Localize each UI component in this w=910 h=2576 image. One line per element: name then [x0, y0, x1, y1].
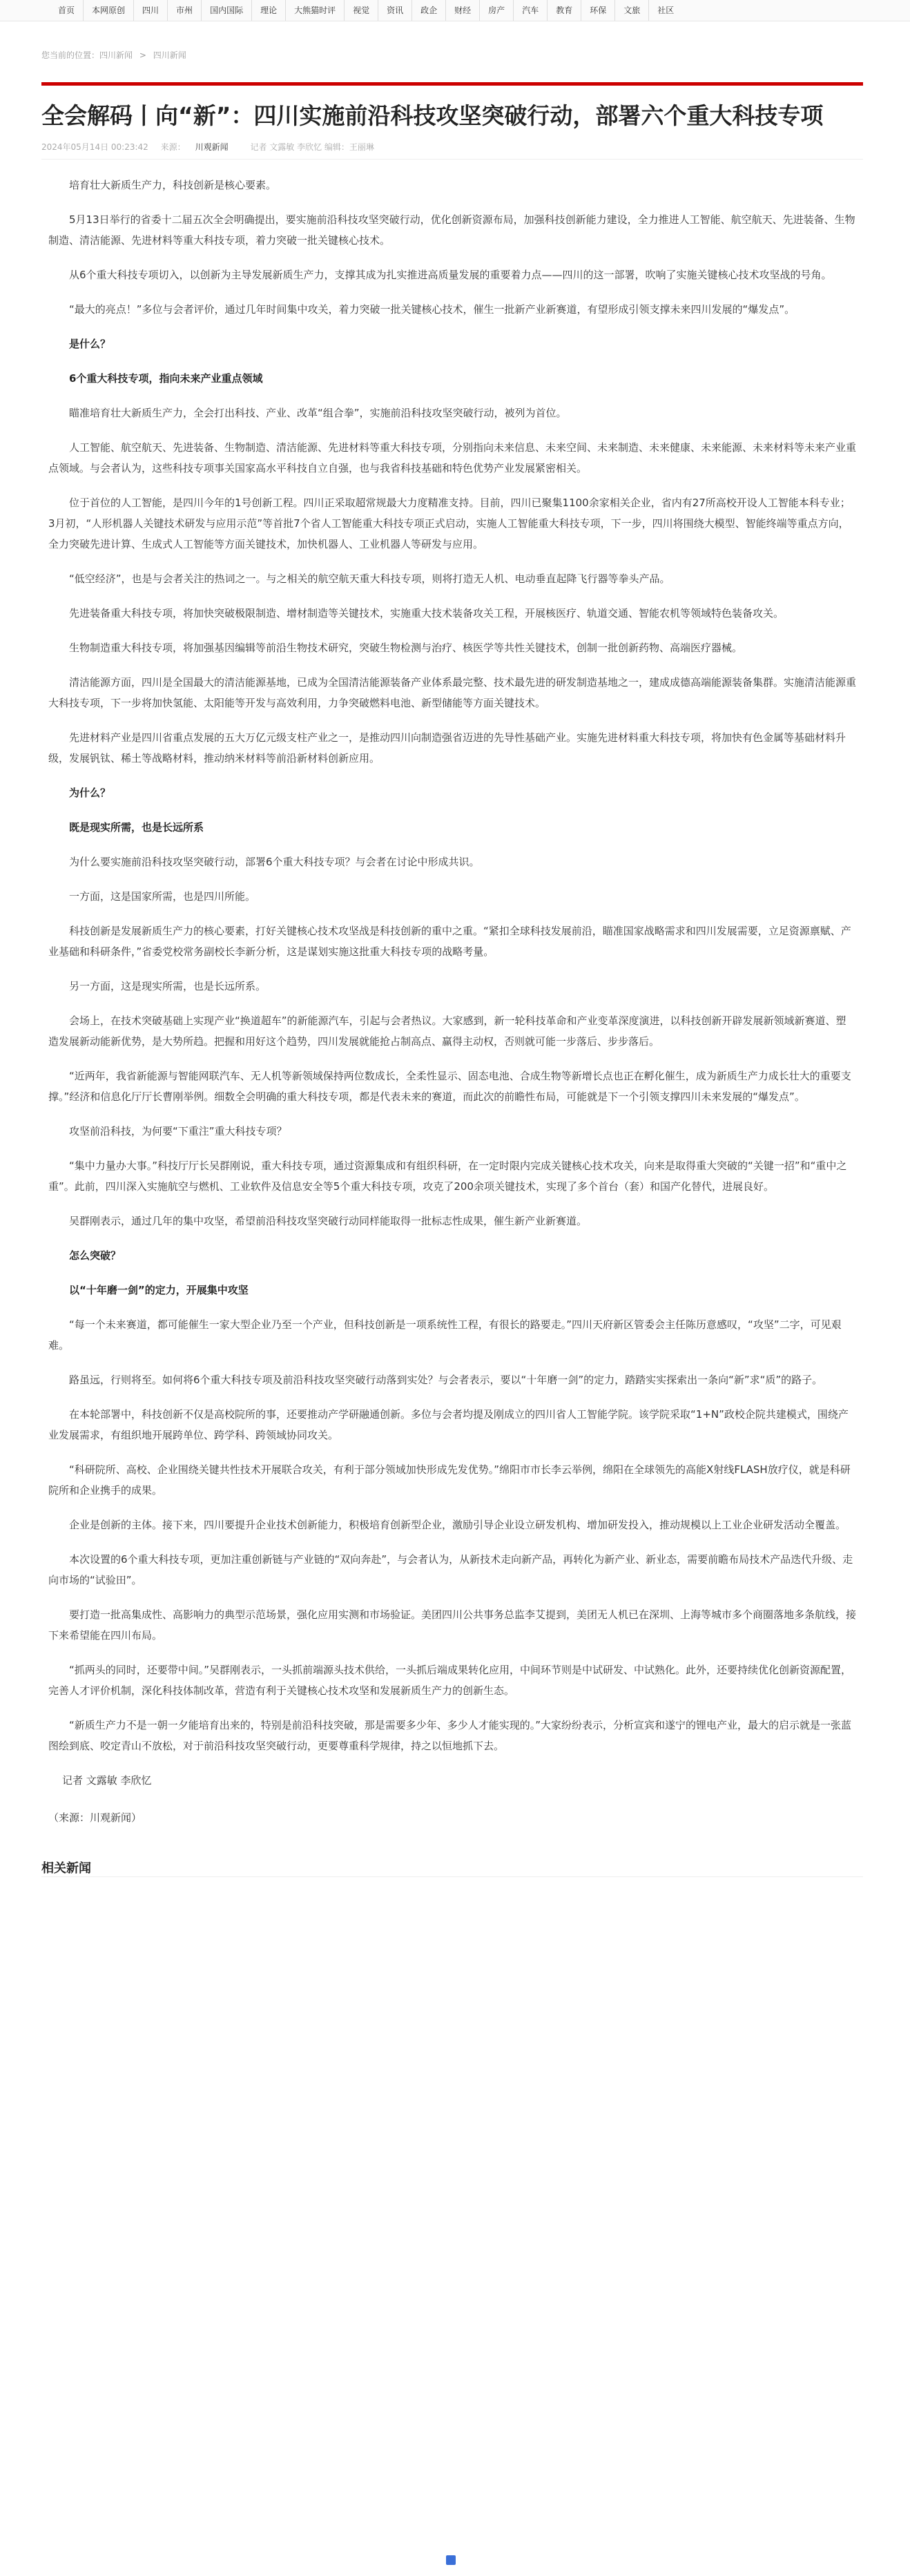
- nav-item[interactable]: 财经: [446, 0, 480, 21]
- article-paragraph: 科技创新是发展新质生产力的核心要素，打好关键核心技术攻坚战是科技创新的重中之重。“紧扣全球科技发展前沿，瞄准国家战略需求和四川发展需要，立足资源禀赋、产业基础和科研条件，”省委党校常务副校长李新分析，这是谋划实施这批重大科技专项的战略考量。: [48, 925, 851, 958]
- nav-item[interactable]: 政企: [412, 0, 446, 21]
- section-heading: 怎么突破？: [69, 1249, 122, 1262]
- red-divider: [41, 82, 863, 86]
- article-reporters: 记者 文露敏 李欣忆 编辑：王丽琳: [250, 142, 374, 152]
- article-meta: [41, 140, 863, 160]
- article-body: [48, 175, 856, 1756]
- nav-item[interactable]: 大熊猫时评: [286, 0, 345, 21]
- article-paragraph: “每一个未来赛道，都可能催生一家大型企业乃至一个产业，但科技创新是一项系统性工程，有很长的路要走。”四川天府新区管委会主任陈历意感叹，“攻坚”二字，可见艰难。: [48, 1318, 842, 1352]
- article-paragraph: “近两年，我省新能源与智能网联汽车、无人机等新领域保持两位数成长，全柔性显示、固态电池、合成生物等新增长点也正在孵化催生，成为新质生产力成长壮大的重要支撑。”经济和信息化厅厅长曹刚举例。细数全会明确的重大科技专项，都是代表未来的赛道，而此次的前瞻性布局，可能就是下一个引领支撑四川未来发展的“爆发点”。: [48, 1070, 851, 1103]
- article-paragraph: “新质生产力不是一朝一夕能培育出来的，特别是前沿科技突破，那是需要多少年、多少人才能实现的。”大家纷纷表示，分析宣宾和遂宁的锂电产业，最大的启示就是一张蓝图绘到底、咬定青山不放松，对于前沿科技攻坚突破行动，更要尊重科学规律，持之以恒地抓下去。: [48, 1719, 852, 1752]
- section-heading: 以“十年磨一剑”的定力，开展集中攻坚: [69, 1284, 249, 1296]
- article-paragraph: 企业是创新的主体。接下来，四川要提升企业技术创新能力，积极培育创新型企业，激励引导企业设立研发机构、增加研发投入，推动规模以上工业企业研发活动全覆盖。: [69, 1519, 846, 1531]
- article-paragraph: 要打造一批高集成性、高影响力的典型示范场景，强化应用实测和市场验证。美团四川公共事务总监李艾提到，美团无人机已在深圳、上海等城市多个商圈落地多条航线，接下来希望能在四川布局。: [48, 1608, 857, 1642]
- article-title: 全会解码丨向“新”：四川实施前沿科技攻坚突破行动，部署六个重大科技专项: [41, 102, 824, 129]
- source-name[interactable]: 川观新闻: [195, 142, 229, 152]
- nav-list: [50, 0, 910, 21]
- article-paragraph: 生物制造重大科技专项，将加强基因编辑等前沿生物技术研究，突破生物检测与治疗、核医学等共性关键技术，创制一批创新药物、高端医疗器械。: [69, 642, 743, 654]
- article-paragraph: 路虽远，行则将至。如何将6个重大科技专项及前沿科技攻坚突破行动落到实处？与会者表示，要以“十年磨一剑”的定力，踏踏实实探索出一条向“新”求“质”的路子。: [69, 1374, 823, 1386]
- article-paragraph: 从6个重大科技专项切入，以创新为主导发展新质生产力，支撑其成为扎实推进高质量发展的重要着力点——四川的这一部署，吹响了实施关键核心技术攻坚战的号角。: [69, 269, 832, 281]
- nav-item[interactable]: 资讯: [378, 0, 412, 21]
- article-paragraph: “抓两头的同时，还要带中间。”吴群刚表示，一头抓前端源头技术供给，一头抓后端成果转化应用，中间环节则是中试研发、中试熟化。此外，还要持续优化创新资源配置，完善人才评价机制，深化科技体制改革，营造有利于关键核心技术攻坚和发展新质生产力的创新生态。: [48, 1664, 852, 1697]
- article-paragraph: 会场上，在技术突破基础上实现产业“换道超车”的新能源汽车，引起与会者热议。大家感到，新一轮科技革命和产业变革深度演进，以科技创新开辟发展新领域新赛道、塑造发展新动能新优势，是大势所趋。把握和用好这个趋势，四川发展就能抢占制高点、赢得主动权，否则就可能一步落后、步步落后。: [48, 1015, 846, 1048]
- nav-item[interactable]: 视觉: [345, 0, 378, 21]
- article-signature: 记者 文露敏 李欣忆: [62, 1774, 152, 1787]
- article-paragraph: 在本轮部署中，科技创新不仅是高校院所的事，还要推动产学研融通创新。多位与会者均提及刚成立的四川省人工智能学院。该学院采取“1+N”政校企院共建模式，围绕产业发展需求，有组织地开展跨单位、跨学科、跨领域协同攻关。: [48, 1408, 849, 1441]
- top-navigation: [0, 0, 910, 21]
- article-paragraph: 瞄准培育壮大新质生产力，全会打出科技、产业、改革“组合拳”，实施前沿科技攻坚突破行动，被列为首位。: [69, 407, 567, 419]
- article-paragraph: “最大的亮点！”多位与会者评价，通过几年时间集中攻关，着力突破一批关键核心技术，催生一批新产业新赛道，有望形成引领支撑未来四川发展的“爆发点”。: [69, 303, 795, 316]
- article-paragraph: 5月13日举行的省委十二届五次全会明确提出，要实施前沿科技攻坚突破行动，优化创新资源布局，加强科技创新能力建设，全力推进人工智能、航空航天、先进装备、生物制造、清洁能源、先进材料等重大科技专项，着力突破一批关键核心技术。: [48, 213, 855, 247]
- article-source: [161, 142, 238, 152]
- article-paragraph: 人工智能、航空航天、先进装备、生物制造、清洁能源、先进材料等重大科技专项，分别指向未来信息、未来空间、未来制造、未来健康、未来能源、未来材料等未来产业重点领域。与会者认为，这些科技专项事关国家高水平科技自立自强，也与我省科技基础和特色优势产业发展紧密相关。: [48, 441, 857, 474]
- article-paragraph: 位于首位的人工智能，是四川今年的1号创新工程。四川正采取超常规最大力度精准支持。目前，四川已聚集1100余家相关企业，省内有27所高校开设人工智能本科专业；3月初，“人形机器人关键技术研发与应用示范”等首批7个省人工智能重大科技专项正式启动，实施人工智能重大科技专项，下一步，四川将围绕大模型、智能终端等重点方向，全力突破先进计算、生成式人工智能等方面关键技术，加快机器人、工业机器人等研发与应用。: [48, 497, 851, 550]
- nav-item[interactable]: 理论: [252, 0, 286, 21]
- article-paragraph: 攻坚前沿科技，为何要“下重注”重大科技专项？: [69, 1125, 287, 1137]
- article-paragraph: “低空经济”，也是与会者关注的热词之一。与之相关的航空航天重大科技专项，则将打造无人机、电动垂直起降飞行器等拳头产品。: [69, 573, 670, 585]
- section-heading: 6个重大科技专项，指向未来产业重点领域: [69, 372, 263, 385]
- article-source-line: （来源：川观新闻）: [48, 1811, 142, 1824]
- article-paragraph: “集中力量办大事。”科技厅厅长吴群刚说，重大科技专项，通过资源集成和有组织科研，在一定时限内完成关键核心技术攻关，向来是取得重大突破的“关键一招”和“重中之重”。此前，四川深入实施航空与燃机、工业软件及信息安全等5个重大科技专项，攻克了200余项关键技术，实现了多个首台（套）和国产化替代，进展良好。: [48, 1160, 847, 1193]
- nav-item[interactable]: 社区: [657, 6, 675, 15]
- nav-item[interactable]: 国内国际: [202, 0, 252, 21]
- breadcrumb-current[interactable]: 四川新闻: [153, 50, 186, 60]
- article-paragraph: 为什么要实施前沿科技攻坚突破行动，部署6个重大科技专项？与会者在讨论中形成共识。: [69, 856, 480, 868]
- nav-item[interactable]: 文旅: [615, 0, 649, 21]
- small-image-icon: [446, 2555, 456, 2565]
- article-paragraph: 吴群刚表示，通过几年的集中攻坚，希望前沿科技攻坚突破行动同样能取得一批标志性成果，催生新产业新赛道。: [69, 1215, 588, 1227]
- breadcrumb-separator: >: [139, 50, 146, 60]
- article-paragraph: 先进装备重大科技专项，将加快突破极限制造、增材制造等关键技术，实施重大技术装备攻关工程，开展核医疗、轨道交通、智能农机等领域特色装备攻关。: [69, 607, 784, 619]
- nav-item[interactable]: 市州: [168, 0, 202, 21]
- breadcrumb: [41, 49, 863, 61]
- article-paragraph: “科研院所、高校、企业围绕关键共性技术开展联合攻关，有利于部分领域加快形成先发优势。”绵阳市市长李云举例，绵阳在全球领先的高能X射线FLASH放疗仪，就是科研院所和企业携手的成果。: [48, 1463, 851, 1497]
- nav-item[interactable]: 环保: [581, 0, 615, 21]
- source-label: 来源：: [160, 142, 186, 152]
- nav-item[interactable]: 本网原创: [84, 0, 134, 21]
- article-paragraph: 培育壮大新质生产力，科技创新是核心要素。: [69, 179, 277, 191]
- nav-item[interactable]: 教育: [548, 0, 581, 21]
- related-news-heading: 相关新闻: [41, 1858, 863, 1877]
- nav-item[interactable]: 四川: [134, 0, 168, 21]
- section-heading: 是什么？: [69, 338, 111, 350]
- breadcrumb-prefix[interactable]: 您当前的位置：四川新闻: [41, 50, 133, 60]
- article-paragraph: 清洁能源方面，四川是全国最大的清洁能源基地，已成为全国清洁能源装备产业体系最完整、技术最先进的研发制造基地之一，建成成德高端能源装备集群。实施清洁能源重大科技专项，下一步将加快氢能、太阳能等开发与高效利用，力争突破燃料电池、新型储能等方面关键技术。: [48, 676, 857, 709]
- section-heading: 为什么？: [69, 787, 111, 799]
- nav-item[interactable]: 首页: [50, 0, 84, 21]
- publish-date: 2024年05月14日 00:23:42: [41, 142, 148, 152]
- article-paragraph: 本次设置的6个重大科技专项，更加注重创新链与产业链的“双向奔赴”，与会者认为，从新技术走向新产品，再转化为新产业、新业态，需要前瞻布局技术产品迭代升级、走向市场的“试验田”。: [48, 1553, 853, 1586]
- nav-item[interactable]: 汽车: [514, 0, 548, 21]
- article-paragraph: 一方面，这是国家所需，也是四川所能。: [69, 890, 256, 903]
- main-content: [41, 49, 863, 1877]
- article-paragraph: 先进材料产业是四川省重点发展的五大万亿元级支柱产业之一，是推动四川向制造强省迈进的先导性基础产业。实施先进材料重大科技专项，将加快有色金属等基础材料升级，发展钒钛、稀土等战略材料，推动纳米材料等前沿新材料创新应用。: [48, 731, 846, 765]
- article-paragraph: 另一方面，这是现实所需，也是长远所系。: [69, 980, 267, 992]
- section-heading: 既是现实所需，也是长远所系: [69, 821, 204, 834]
- nav-item[interactable]: 房产: [480, 0, 514, 21]
